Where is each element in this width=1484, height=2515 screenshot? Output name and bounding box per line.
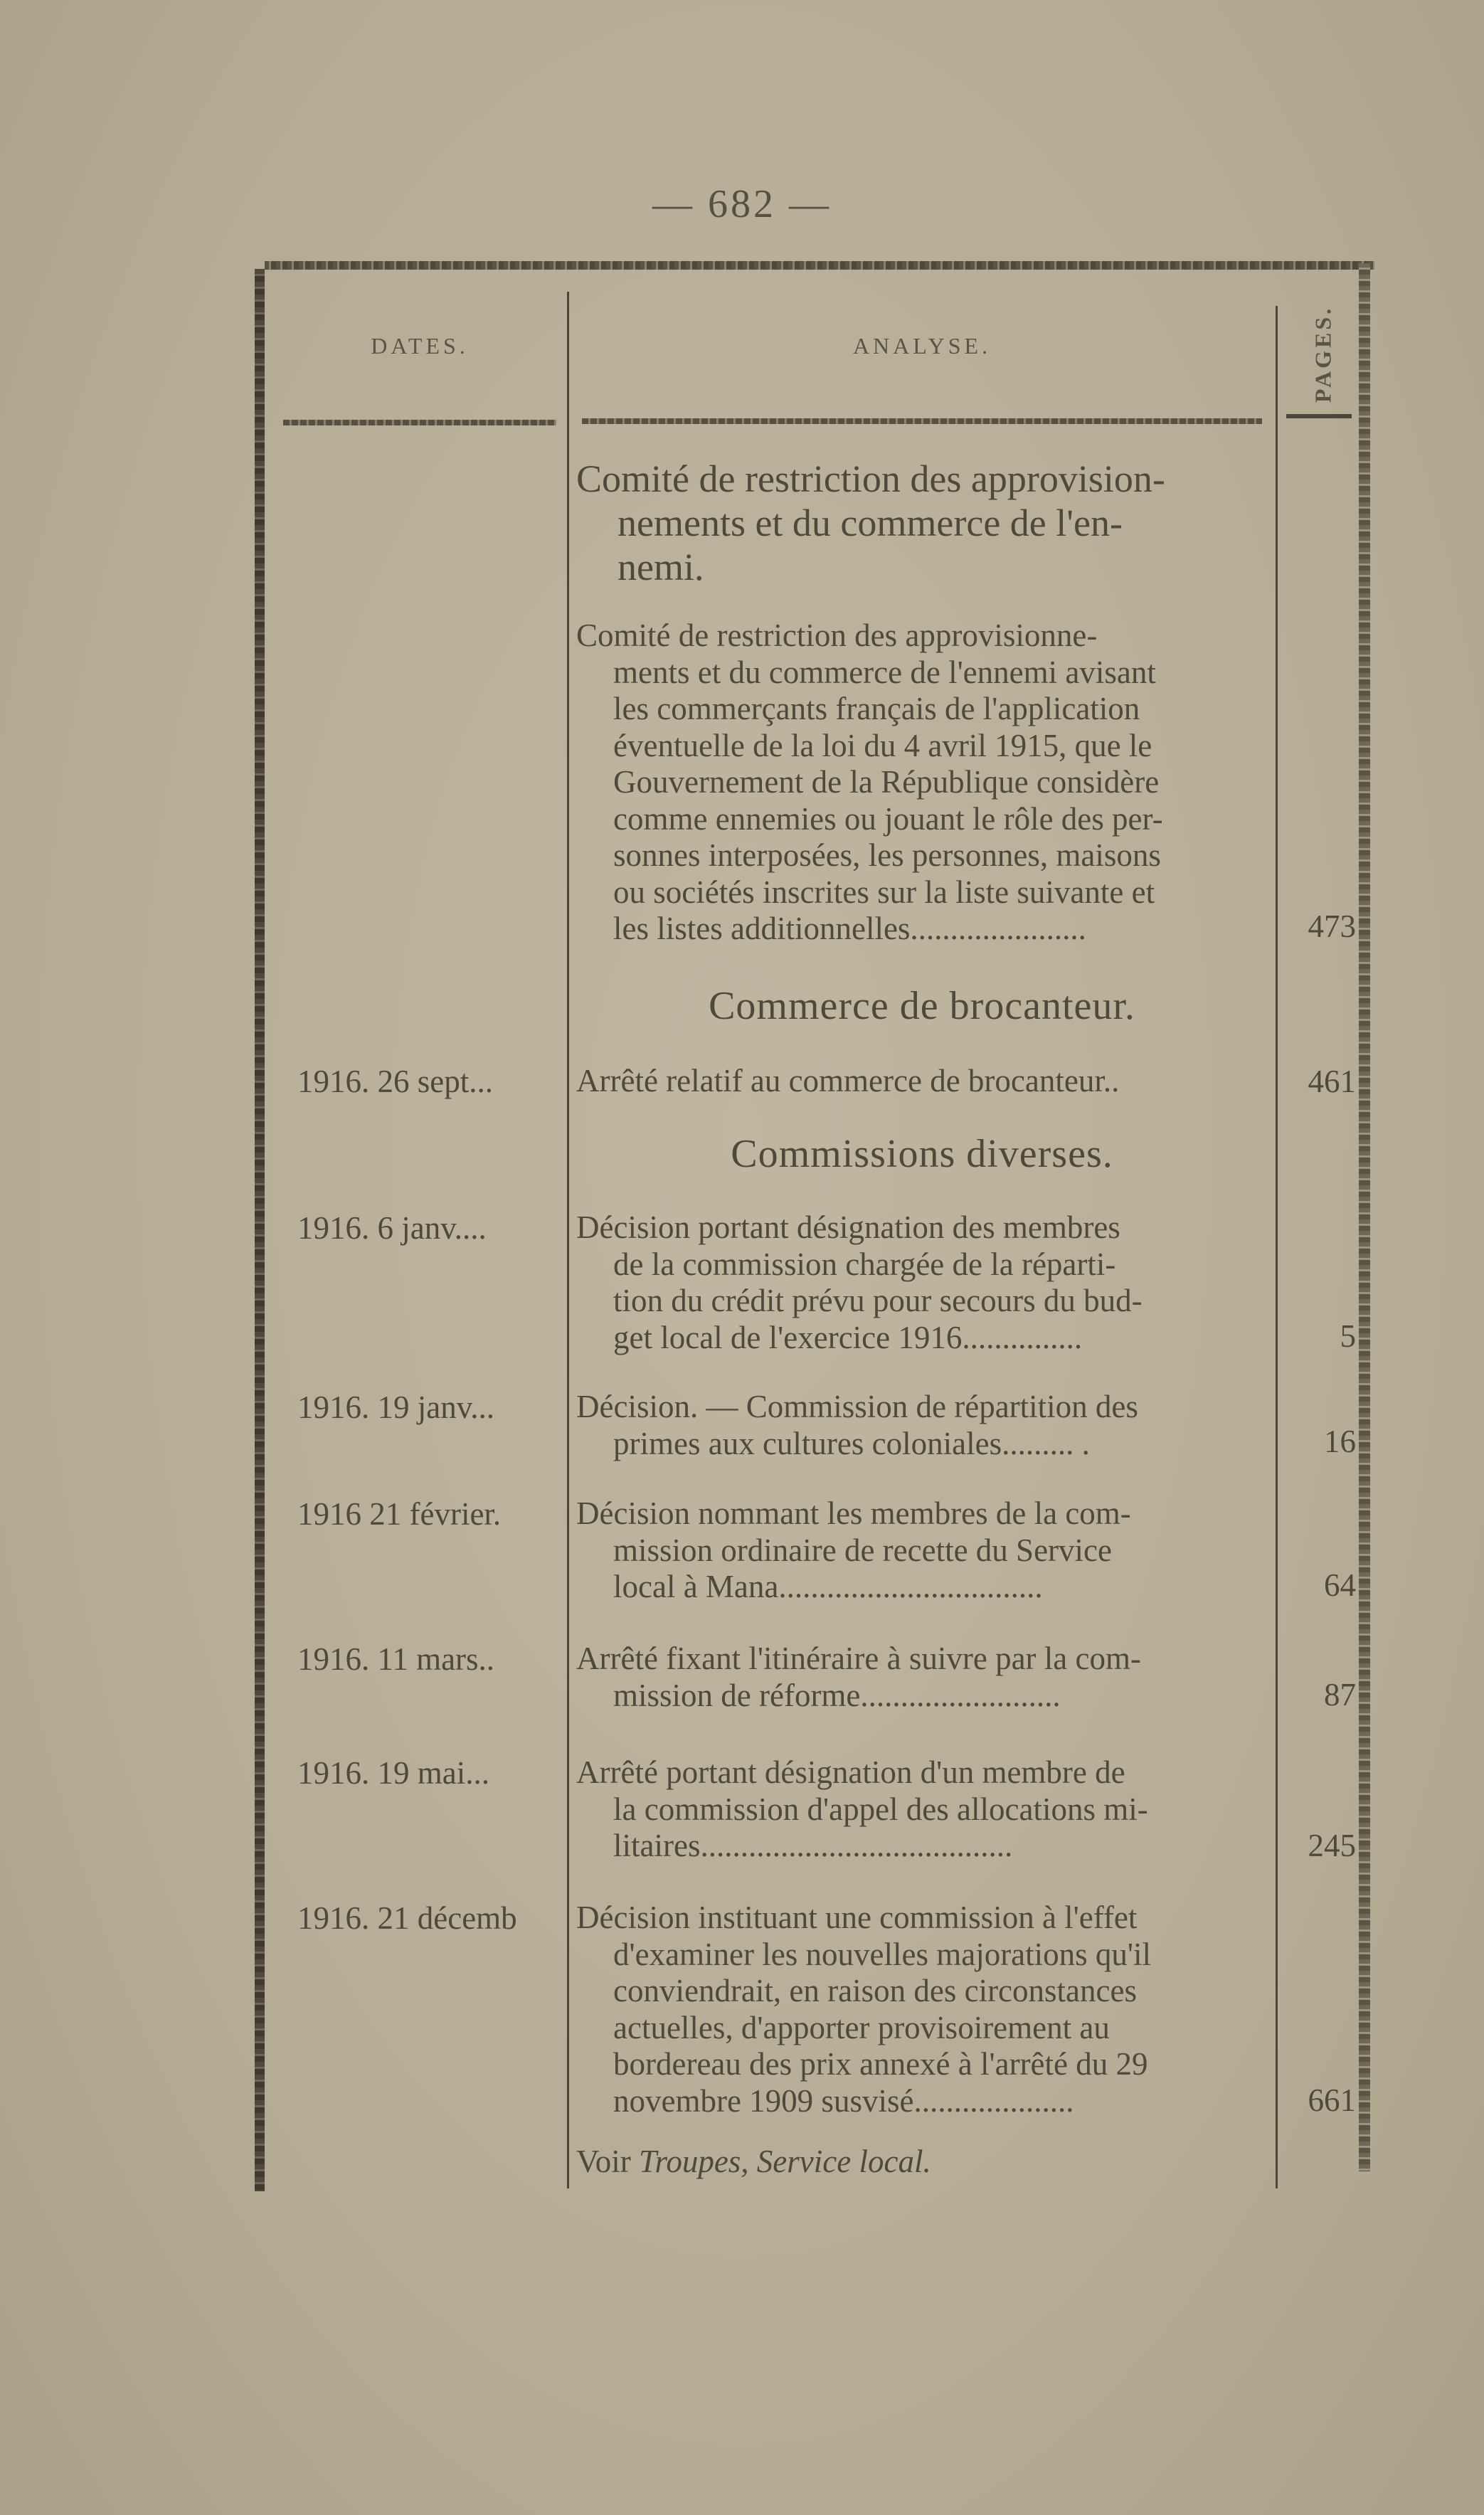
text-line: Décision. — Commission de répartition des	[576, 1389, 1138, 1424]
text-line: Décision portant désignation des membres	[576, 1209, 1120, 1245]
text-line: Gouvernement de la République considère	[613, 764, 1160, 800]
page-reference: 64	[1324, 1567, 1356, 1603]
text-line: les commerçants français de l'application	[613, 691, 1140, 726]
entry-date: 1916. 6 janv....	[297, 1210, 487, 1246]
table-right-rule	[1359, 263, 1370, 2171]
section-title-brocanteur: Commerce de brocanteur.	[709, 984, 1135, 1028]
entry-date: 1916. 19 mai...	[297, 1755, 489, 1791]
text-line: Décision instituant une commission à l'effet	[576, 1900, 1138, 1935]
page-reference: 245	[1308, 1828, 1356, 1863]
text-line: Comité de restriction des approvisionne-	[576, 618, 1098, 653]
column-header-pages-label: PAGES.	[1310, 305, 1336, 403]
page-reference: 461	[1308, 1064, 1356, 1099]
section-title-commissions: Commissions diverses.	[731, 1132, 1113, 1176]
text-line: les listes additionnelles......................	[613, 911, 1086, 946]
section-heading-comite	[576, 457, 1263, 589]
entry-text	[576, 1641, 1270, 1714]
heading-line: nemi.	[618, 546, 704, 588]
text-line: comme ennemies ou jouant le rôle des per-	[613, 800, 1163, 837]
entry-date: 1916. 21 décemb	[297, 1900, 517, 1936]
text-line: Arrêté portant désignation d'un membre de	[576, 1754, 1125, 1790]
page-reference: 16	[1324, 1424, 1356, 1459]
text-line: ou sociétés inscrites sur la liste suivante et	[613, 874, 1155, 910]
column-header-analyse: ANALYSE.	[852, 333, 992, 359]
page-reference: 5	[1340, 1318, 1356, 1354]
text-line: conviendrait, en raison des circonstances	[613, 1973, 1137, 2008]
page-reference: 473	[1308, 909, 1356, 944]
header-rule-pages	[1286, 414, 1352, 418]
text-line: Arrêté fixant l'itinéraire à suivre par la com-	[576, 1641, 1141, 1676]
entry-text	[576, 1754, 1270, 1865]
table-left-rule	[255, 269, 265, 2191]
text-line: litaires.......................................	[613, 1828, 1013, 1863]
entry-text	[576, 1389, 1270, 1462]
entry-comite-text	[576, 618, 1270, 948]
text-line: mission de réforme.........................	[613, 1677, 1061, 1713]
text-line: sonnes interposées, les personnes, maisons	[613, 837, 1161, 873]
see-also-label: Voir	[576, 2144, 639, 2179]
page-reference: 661	[1308, 2082, 1356, 2118]
header-rule-analyse	[582, 418, 1262, 424]
text-line: d'examiner les nouvelles majorations qu'il	[613, 1936, 1152, 1972]
column-header-pages	[1291, 297, 1355, 411]
text-line: Décision nommant les membres de la com-	[576, 1495, 1131, 1531]
column-header-dates: DATES.	[371, 333, 469, 359]
text-line: tion du crédit prévu pour secours du bud-	[613, 1283, 1143, 1318]
see-also-note	[576, 2143, 931, 2180]
text-line: Arrêté relatif au commerce de brocanteur..	[576, 1063, 1120, 1098]
heading-line: Comité de restriction des approvision-	[576, 457, 1165, 500]
entry-date: 1916. 11 mars..	[297, 1641, 495, 1677]
entry-text	[576, 1209, 1270, 1356]
text-line: primes aux cultures coloniales......... .	[613, 1425, 1090, 1461]
text-line: la commission d'appel des allocations mi-	[613, 1791, 1148, 1827]
text-line: local à Mana.................................	[613, 1569, 1043, 1604]
heading-line: nements et du commerce de l'en-	[618, 502, 1123, 544]
text-line: mission ordinaire de recette du Service	[613, 1532, 1112, 1568]
entry-date: 1916. 26 sept...	[297, 1064, 493, 1099]
entry-date: 1916 21 février.	[297, 1496, 502, 1532]
column-separator-pages	[1276, 306, 1278, 2188]
entry-text	[576, 1495, 1270, 1606]
entry-date: 1916. 19 janv...	[297, 1389, 495, 1425]
header-rule-dates	[283, 420, 556, 425]
text-line: actuelles, d'apporter provisoirement au	[613, 2009, 1110, 2045]
text-line: bordereau des prix annexé à l'arrêté du 29	[613, 2046, 1148, 2082]
text-line: ments et du commerce de l'ennemi avisant	[613, 654, 1156, 690]
page-reference: 87	[1324, 1677, 1356, 1712]
entry-text	[576, 1900, 1270, 2119]
text-line: get local de l'exercice 1916...............	[613, 1319, 1083, 1355]
text-line: de la commission chargée de la réparti-	[613, 1246, 1116, 1282]
text-line: novembre 1909 susvisé....................	[613, 2082, 1074, 2119]
entry-text	[576, 1063, 1270, 1100]
text-line: éventuelle de la loi du 4 avril 1915, que le	[613, 727, 1152, 763]
see-also-refs: Troupes, Service local.	[638, 2144, 931, 2179]
page-number: — 682 —	[652, 182, 832, 226]
table-top-rule	[265, 261, 1374, 270]
